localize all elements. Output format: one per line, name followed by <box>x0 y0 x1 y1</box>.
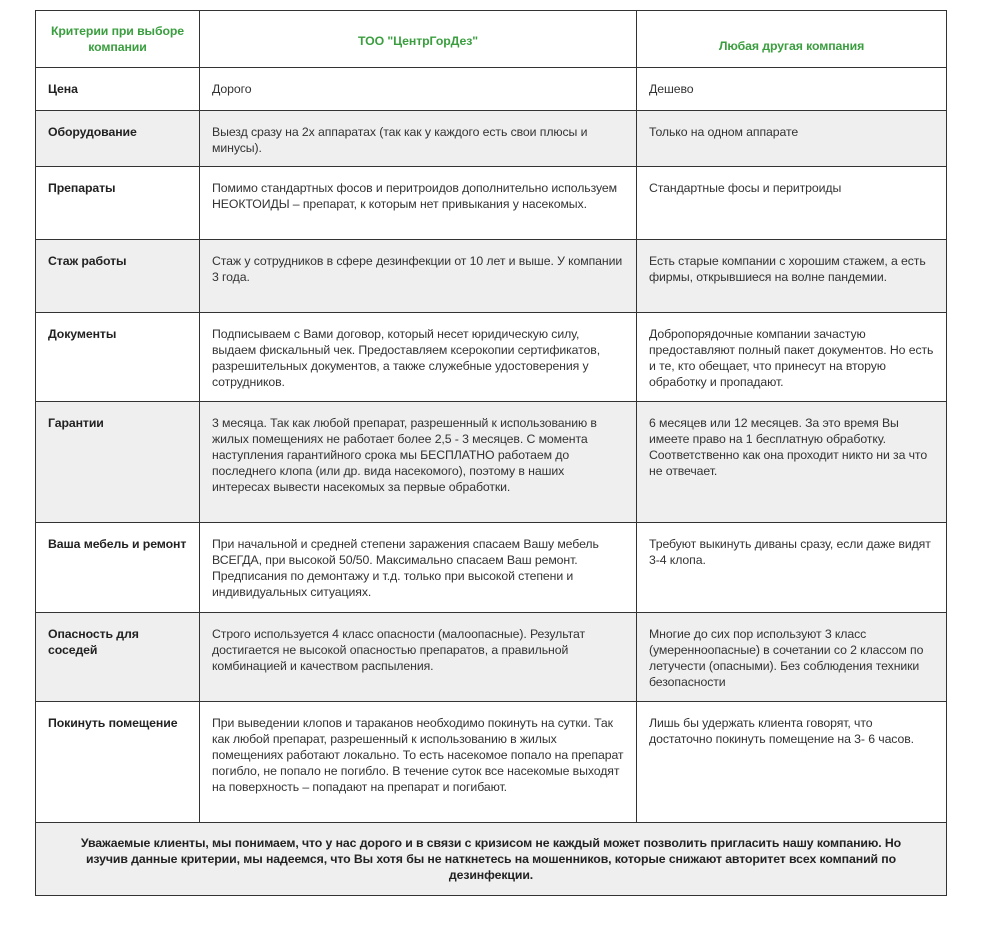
table-row <box>36 702 947 823</box>
table-row <box>36 167 947 240</box>
header-criteria: Критерии при выборе компании <box>36 11 200 68</box>
criterion-cell: Стаж работы <box>36 240 200 313</box>
criterion-cell: Оборудование <box>36 111 200 167</box>
table-row <box>36 111 947 167</box>
other-cell: Многие до сих пор используют 3 класс (умеренноопасные) в сочетании со 2 классом по летучести (опасными). Без соблюдения техники безопасности <box>637 613 947 702</box>
company-cell: Выезд сразу на 2х аппаратах (так как у каждого есть свои плюсы и минусы). <box>200 111 637 167</box>
company-cell: Строго используется 4 класс опасности (малоопасные). Результат достигается не высокой опасностью препаратов, а правильной комбинацией и качеством распыления. <box>200 613 637 702</box>
other-cell: Лишь бы удержать клиента говорят, что достаточно покинуть помещение на 3- 6 часов. <box>637 702 947 823</box>
header-other: Любая другая компания <box>637 11 947 68</box>
table-row <box>36 523 947 613</box>
other-cell: Дешево <box>637 68 947 111</box>
company-cell: Помимо стандартных фосов и перитроидов дополнительно используем НЕОКТОИДЫ – препарат, к которым нет привыкания у насекомых. <box>200 167 637 240</box>
other-cell: Добропорядочные компании зачастую предоставляют полный пакет документов. Но есть и те, кто обещает, что принесут на вторую обработку и пропадают. <box>637 313 947 402</box>
footer-row <box>36 823 947 896</box>
company-cell: Подписываем с Вами договор, который несет юридическую силу, выдаем фискальный чек. Предоставляем ксерокопии сертификатов, разрешительных документов, а также служебные удостоверения у сотрудников. <box>200 313 637 402</box>
table-row <box>36 240 947 313</box>
table-row <box>36 313 947 402</box>
company-cell: Дорого <box>200 68 637 111</box>
criterion-cell: Ваша мебель и ремонт <box>36 523 200 613</box>
other-cell: Стандартные фосы и перитроиды <box>637 167 947 240</box>
header-company: ТОО "ЦентрГорДез" <box>200 11 637 68</box>
company-cell: 3 месяца. Так как любой препарат, разрешенный к использованию в жилых помещениях не работает более 2,5 - 3 месяцев. С момента наступления гарантийного срока мы БЕСПЛАТНО работаем до последнего клопа (или др. вида насекомого), поэтому в наших интересах вывести насекомых за первые обработки. <box>200 402 637 523</box>
criterion-cell: Цена <box>36 68 200 111</box>
table-row <box>36 68 947 111</box>
other-cell: 6 месяцев или 12 месяцев. За это время Вы имеете право на 1 бесплатную обработку. Соответственно как она проходит никто ни за что не отвечает. <box>637 402 947 523</box>
other-cell: Только на одном аппарате <box>637 111 947 167</box>
footer-note: Уважаемые клиенты, мы понимаем, что у нас дорого и в связи с кризисом не каждый может позволить пригласить нашу компанию. Но изучив данные критерии, мы надеемся, что Вы хотя бы не наткнетесь на мошенников, которые снижают авторитет всех компаний по дезинфекции. <box>36 823 947 896</box>
other-cell: Есть старые компании с хорошим стажем, а есть фирмы, открывшиеся на волне пандемии. <box>637 240 947 313</box>
criterion-cell: Гарантии <box>36 402 200 523</box>
criterion-cell: Опасность для соседей <box>36 613 200 702</box>
comparison-table <box>35 10 947 896</box>
company-cell: При начальной и средней степени заражения спасаем Вашу мебель ВСЕГДА, при высокой 50/50. Максимально спасаем Ваш ремонт. Предписания по демонтажу и т.д. только при высокой степени и индивидуальных ситуациях. <box>200 523 637 613</box>
table-header-row <box>36 11 947 68</box>
company-cell: Стаж у сотрудников в сфере дезинфекции от 10 лет и выше. У компании 3 года. <box>200 240 637 313</box>
criterion-cell: Документы <box>36 313 200 402</box>
criterion-cell: Покинуть помещение <box>36 702 200 823</box>
company-cell: При выведении клопов и тараканов необходимо покинуть на сутки. Так как любой препарат, разрешенный к использованию в жилых помещениях работают локально. То есть насекомое попало на препарат погибло, не попало не погибло. В течение суток все насекомые выходят на поверхность – попадают на препарат и погибают. <box>200 702 637 823</box>
table-row <box>36 613 947 702</box>
criterion-cell: Препараты <box>36 167 200 240</box>
table-row <box>36 402 947 523</box>
other-cell: Требуют выкинуть диваны сразу, если даже видят 3-4 клопа. <box>637 523 947 613</box>
